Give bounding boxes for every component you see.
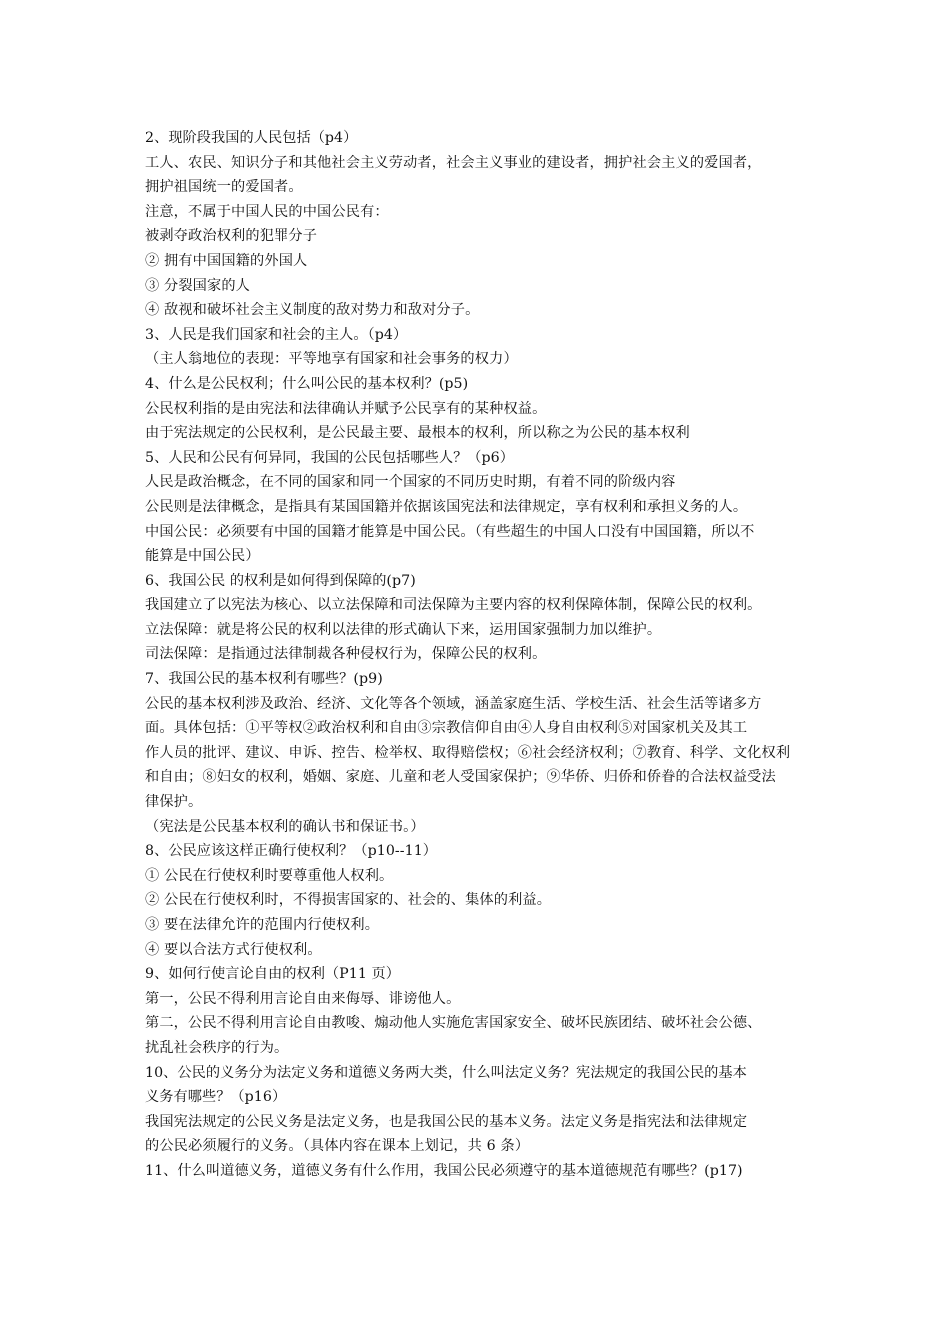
text-line: 拥护祖国统一的爱国者。 [145,179,303,196]
text-line: 人民是政治概念，在不同的国家和同一个国家的不同历史时期，有着不同的阶级内容 [145,474,676,491]
text-line: （主人翁地位的表现：平等地享有国家和社会事务的权力） [145,351,518,368]
text-line: 公民则是法律概念，是指具有某国国籍并依据该国宪法和法律规定，享有权利和承担义务的人。 [145,498,748,515]
question-heading: 11、什么叫道德义务，道德义务有什么作用，我国公民必须遵守的基本道德规范有哪些？(p17) [145,1162,743,1179]
list-item: ③ 要在法律允许的范围内行使权利。 [145,917,380,933]
list-item: ④ 要以合法方式行使权利。 [145,941,322,958]
question-heading: 5、人民和公民有何异同，我国的公民包括哪些人？（p6） [145,449,514,466]
list-item: ② 公民在行使权利时，不得损害国家的、社会的、集体的利益。 [145,892,552,909]
text-line: 扰乱社会秩序的行为。 [145,1039,289,1056]
text-line: （宪法是公民基本权利的确认书和保证书。） [145,818,425,835]
text-line: 和自由；⑧妇女的权利，婚姻、家庭、儿童和老人受国家保护；⑨华侨、归侨和侨眷的合法权益受法 [145,769,776,786]
text-line: 立法保障：就是将公民的权利以法律的形式确认下来，运用国家强制力加以维护。 [145,621,662,638]
text-line: 第二，公民不得利用言论自由教唆、煽动他人实施危害国家安全、破坏民族团结、破坏社会公德、 [145,1015,762,1032]
text-line: 公民的基本权利涉及政治、经济、文化等各个领域，涵盖家庭生活、学校生活、社会生活等诸多方 [145,695,762,712]
text-line: 被剥夺政治权利的犯罪分子 [145,228,318,245]
list-item: ② 拥有中国国籍的外国人 [145,252,308,269]
list-item: ① 公民在行使权利时要尊重他人权利。 [145,867,394,884]
question-heading: 6、我国公民 的权利是如何得到保障的(p7) [145,572,416,589]
list-item: ③ 分裂国家的人 [145,277,251,294]
text-line: 中国公民：必须要有中国的国籍才能算是中国公民。（有些超生的中国人口没有中国国籍，所以不 [145,523,755,540]
text-line: 能算是中国公民） [145,548,260,565]
text-line: 司法保障：是指通过法律制裁各种侵权行为，保障公民的权利。 [145,646,547,663]
question-heading: 义务有哪些？（p16） [145,1089,287,1106]
text-line: 工人、农民、知识分子和其他社会主义劳动者，社会主义事业的建设者，拥护社会主义的爱国者， [145,154,762,171]
text-line: 我国建立了以宪法为核心、以立法保障和司法保障为主要内容的权利保障体制，保障公民的权利。 [145,597,762,614]
text-line: 作人员的批评、建议、申诉、控告、检举权、取得赔偿权；⑥社会经济权利；⑦教育、科学、文化权利 [145,744,791,761]
question-heading: 8、公民应该这样正确行使权利？（p10--11） [145,843,438,860]
question-heading: 2、现阶段我国的人民包括（p4） [145,130,358,146]
text-line: 注意，不属于中国人民的中国公民有： [145,203,389,220]
question-heading: 4、什么是公民权利；什么叫公民的基本权利？(p5) [145,375,469,392]
text-line: 的公民必须履行的义务。（具体内容在课本上划记，共 6 条） [145,1138,530,1155]
question-heading: 9、如何行使言论自由的权利（P11 页） [145,966,400,983]
text-line: 由于宪法规定的公民权利，是公民最主要、最根本的权利，所以称之为公民的基本权利 [145,425,690,442]
list-item: ④ 敌视和破坏社会主义制度的敌对势力和敌对分子。 [145,302,480,319]
question-heading: 3、人民是我们国家和社会的主人。（p4） [145,326,408,343]
document-page [145,126,825,1184]
text-line: 面。具体包括：①平等权②政治权利和自由③宗教信仰自由④人身自由权利⑤对国家机关及其工 [145,720,748,737]
question-heading: 7、我国公民的基本权利有哪些？(p9) [145,671,383,688]
text-line: 律保护。 [145,794,203,811]
text-line: 公民权利指的是由宪法和法律确认并赋予公民享有的某种权益。 [145,400,547,417]
question-heading: 10、公民的义务分为法定义务和道德义务两大类，什么叫法定义务？宪法规定的我国公民的基本 [145,1064,747,1081]
text-line: 第一，公民不得利用言论自由来侮辱、诽谤他人。 [145,990,461,1007]
text-line: 我国宪法规定的公民义务是法定义务，也是我国公民的基本义务。法定义务是指宪法和法律规定 [145,1113,748,1130]
